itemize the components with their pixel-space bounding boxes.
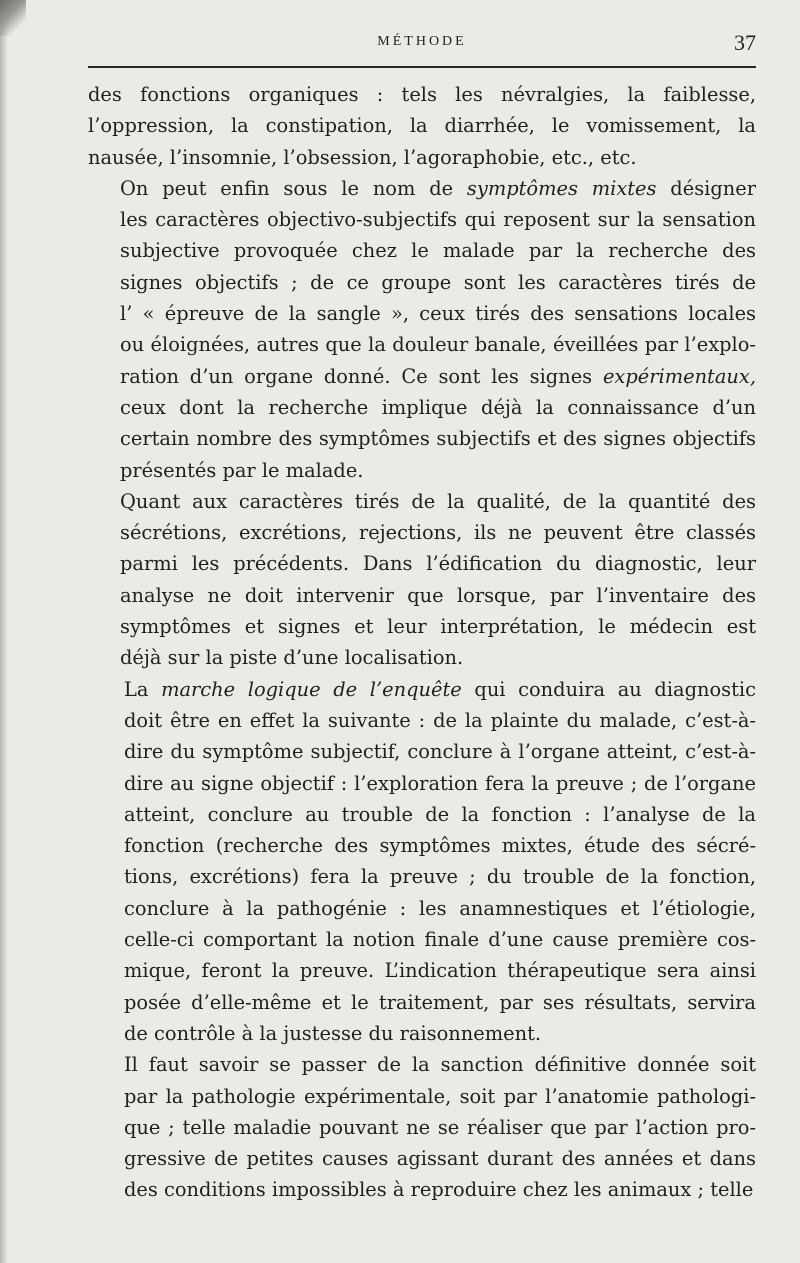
text-line: Il faut savoir se passer de la sanction définitive donnée soit (124, 1053, 756, 1077)
text-line: conclure à la pathogénie : les anamnestiques et l’étiologie, (124, 896, 756, 920)
text-line: dire au signe objectif : l’exploration fera la preuve ; de l’organe (124, 771, 756, 795)
text-line: La marche logique de l’enquête qui conduira au diagnostic (124, 677, 756, 701)
text-line: certain nombre des symptômes subjectifs et des signes objectifs (120, 427, 756, 451)
text-line: atteint, conclure au trouble de la fonction : l’analyse de la (124, 802, 756, 826)
text-line: tions, excrétions) fera la preuve ; du trouble de la fonction, (124, 865, 756, 889)
text-line: sécrétions, excrétions, rejections, ils ne peuvent être classés (120, 521, 756, 545)
page-spine-shadow (0, 0, 8, 1263)
running-title: MÉTHODE (377, 34, 467, 49)
text-line: On peut enfin sous le nom de symptômes mixtes désigner (120, 176, 756, 200)
text-line: des conditions impossibles à reproduire chez les animaux ; telle (124, 1178, 754, 1202)
text-line: présentés par le malade. (120, 458, 364, 482)
paragraph (88, 674, 756, 1050)
text-line: parmi les précédents. Dans l’édification du diagnostic, leur (120, 552, 756, 576)
text-line: signes objectifs ; de ce groupe sont les caractères tirés de (120, 270, 756, 294)
text-line: dire du symptôme subjectif, conclure à l’organe atteint, c’est-à- (124, 740, 756, 764)
italic-phrase: expérimentaux, (602, 364, 756, 388)
page-header (88, 30, 756, 60)
text-line: subjective provoquée chez le malade par la recherche des (120, 239, 756, 263)
text-line: de contrôle à la justesse du raisonnement. (124, 1021, 542, 1045)
text-line: par la pathologie expérimentale, soit par l’anatomie pathologi- (124, 1084, 756, 1108)
text-line: symptômes et signes et leur interprétation, le médecin est (120, 615, 756, 639)
page-number: 37 (734, 30, 756, 55)
italic-phrase: marche logique de l’enquête (161, 677, 462, 701)
text-line: doit être en effet la suivante : de la plainte du malade, c’est-à- (124, 708, 756, 732)
text-line: ration d’un organe donné. Ce sont les signes expérimentaux, (120, 364, 756, 388)
text-line: posée d’elle-même et le traitement, par ses résultats, servira (124, 990, 756, 1014)
paragraph (88, 486, 756, 674)
page-corner-fold (0, 0, 26, 36)
text-line: ceux dont la recherche implique déjà la connaissance d’un (120, 395, 756, 419)
text-line: ou éloignées, autres que la douleur banale, éveillées par l’explo- (120, 333, 756, 357)
text-line: que ; telle maladie pouvant ne se réaliser que par l’action pro- (124, 1115, 756, 1139)
text-line: nausée, l’insomnie, l’obsession, l’agoraphobie, etc., etc. (88, 145, 637, 169)
text-line: Quant aux caractères tirés de la qualité, de la quantité des (120, 489, 756, 513)
paragraph (88, 79, 756, 173)
text-line: gressive de petites causes agissant durant des années et dans (124, 1147, 756, 1171)
text-line: les caractères objectivo-subjectifs qui reposent sur la sensation (120, 208, 756, 232)
text-line: l’oppression, la constipation, la diarrhée, le vomissement, la (88, 114, 756, 138)
paragraph (88, 173, 756, 486)
italic-phrase: symptômes mixtes (466, 176, 657, 200)
text-line: des fonctions organiques : tels les névralgies, la faiblesse, (88, 83, 756, 106)
text-line: celle-ci comportant la notion finale d’une cause première cos- (124, 928, 756, 952)
paragraph (88, 1049, 756, 1205)
text-line: mique, feront la preuve. L’indication thérapeutique sera ainsi (124, 959, 756, 983)
text-line: l’ « épreuve de la sangle », ceux tirés des sensations locales (120, 302, 756, 326)
text-line: déjà sur la piste d’une localisation. (120, 646, 464, 670)
body-text (88, 79, 756, 1206)
header-rule (88, 66, 756, 68)
text-line: fonction (recherche des symptômes mixtes, étude des sécré- (124, 834, 756, 858)
text-line: analyse ne doit intervenir que lorsque, par l’inventaire des (120, 583, 756, 607)
